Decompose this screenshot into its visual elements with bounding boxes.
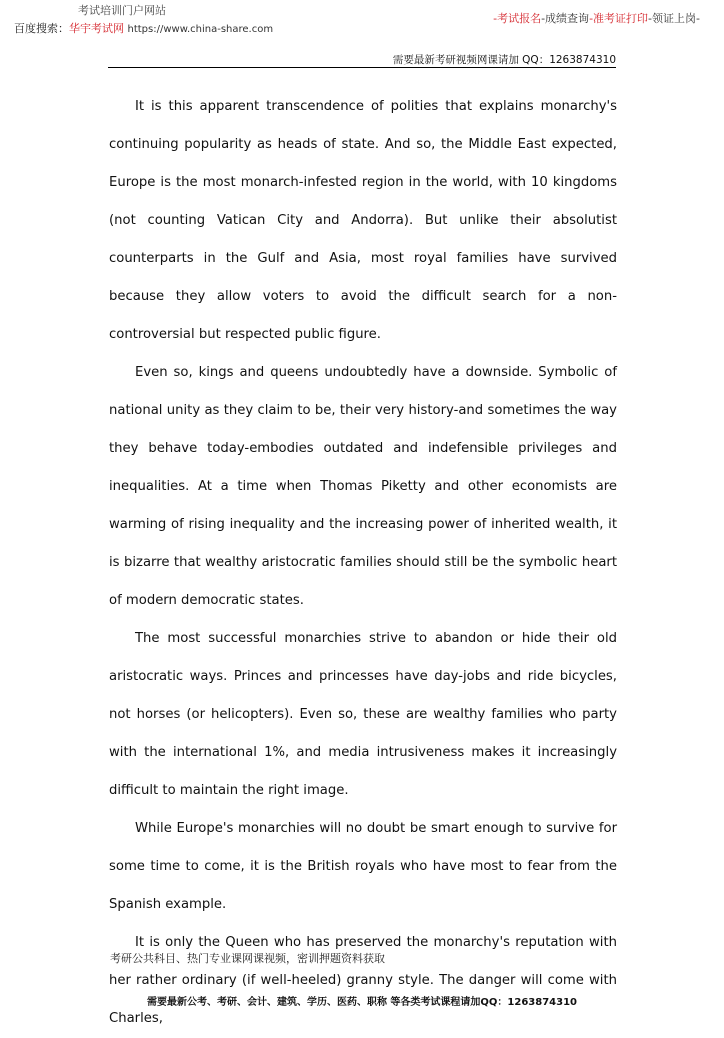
link-certificate[interactable]: -领证上岗- [648,12,700,25]
footer-note: 考研公共科目、热门专业课网课视频，密训押题资料获取 [110,952,385,965]
header-links [493,10,700,26]
site-url[interactable]: https://www.china-share.com [127,24,274,35]
brand-link[interactable]: 华宇考试网 [69,22,124,35]
paragraph-5: It is only the Queen who has preserved the monarchy's reputation with her rather ordinary (if well-heeled) granny style. The danger will come with Charles, [109,935,617,1026]
footer-contact-bar: 需要最新公考、考研、会计、建筑、学历、医药、职称 等各类考试课程请加QQ：1263874310 [146,997,578,1008]
header-divider [108,67,616,68]
link-exam-registration[interactable]: -考试报名 [493,12,542,25]
paragraph-3: The most successful monarchies strive to abandon or hide their old aristocratic ways. Princes and princesses have day-jobs and ride bicycles, not horses (or helicopters). Even so, these are wealthy families who party with the international 1%, and media intrusiveness makes it increasingly difficult to maintain the right image. [109,631,617,798]
site-title: 考试培训门户网站 [78,4,166,17]
article-body [109,88,617,1038]
search-hint [14,20,273,36]
paragraph-1: It is this apparent transcendence of polities that explains monarchy's continuing popularity as heads of state. And so, the Middle East expected, Europe is the most monarch-infested region in the world, with 10 kingdoms (not counting Vatican City and Andorra). But unlike their absolutist counterparts in the Gulf and Asia, most royal families have survived because they allow voters to avoid the difficult search for a non-controversial but respected public figure. [109,99,617,342]
link-score-query[interactable]: -成绩查询 [541,12,590,25]
paragraph-2: Even so, kings and queens undoubtedly have a downside. Symbolic of national unity as they claim to be, their very history-and sometimes the way they behave today-embodies outdated and indefensible privileges and inequalities. At a time when Thomas Piketty and other economists are warming of rising inequality and the increasing power of inherited wealth, it is bizarre that wealthy aristocratic families should still be the symbolic heart of modern democratic states. [109,365,617,608]
link-admission-ticket[interactable]: -准考证打印 [589,12,649,25]
search-prefix: 百度搜索： [14,22,69,35]
paragraph-4: While Europe's monarchies will no doubt be smart enough to survive for some time to come, it is the British royals who have most to fear from the Spanish example. [109,821,617,912]
header-qq-note: 需要最新考研视频网课请加 QQ：1263874310 [392,54,616,66]
